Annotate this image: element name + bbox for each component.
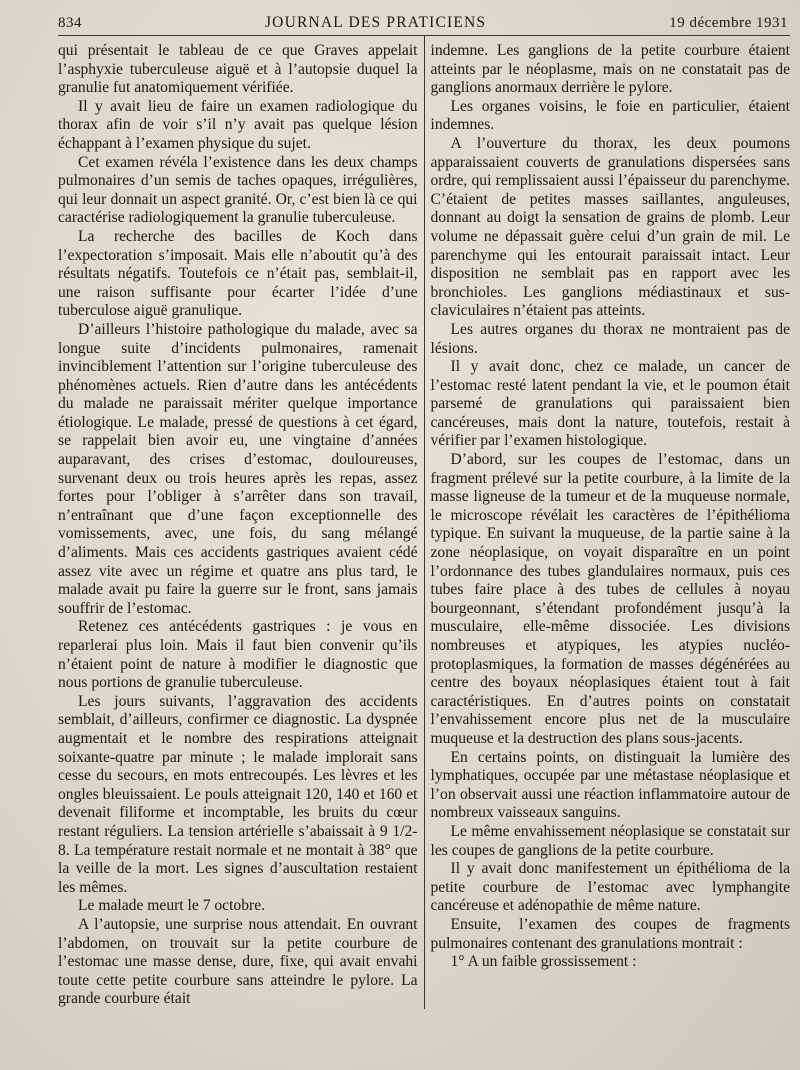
- paragraph: Il y avait donc, chez ce malade, un cancer de l’estomac resté latent pendant la vie, et le poumon était parsemé de granulations qui paraissaient bien cancéreuses, mais dont la nature, toutefois, restait à vérifier par l’examen histologique.: [430, 358, 791, 450]
- paragraph: Les autres organes du thorax ne montraient pas de lésions.: [430, 320, 791, 357]
- paragraph: Le malade meurt le 7 octobre.: [78, 897, 266, 915]
- paragraph: En certains points, on distinguait la lumière des lymphatiques, occupée par une métastase néoplasique et l’on observait aussi une réaction inflammatoire autour de nombreux vaisseaux sanguins.: [430, 748, 791, 822]
- paragraph: Il y avait donc manifestement un épithélioma de la petite courbure de l’estomac avec lymphangite cancéreuse et adénopathie de même nature.: [430, 860, 791, 915]
- paragraph: 1° A un faible grossissement :: [450, 953, 637, 971]
- text-columns: [58, 42, 790, 1009]
- paragraph: indemne. Les ganglions de la petite courbure étaient atteints par le néoplasme, mais on ne constatait pas de ganglions anormaux derrière le pylore.: [430, 42, 791, 97]
- left-column: [58, 42, 424, 1009]
- paragraph: qui présentait le tableau de ce que Graves appelait l’asphyxie tuberculeuse aiguë et à l’autopsie duquel la granulie fut anatomiquement vérifiée.: [58, 42, 418, 97]
- paragraph: Retenez ces antécédents gastriques : je vous en reparlerai plus loin. Mais il faut bien convenir qu’ils n’étaient point de nature à modifier le diagnostic que nous portions de granulie tuberculeuse.: [58, 618, 418, 692]
- paragraph: La recherche des bacilles de Koch dans l’expectoration s’imposait. Mais elle n’aboutit qu’à des résultats négatifs. Toutefois ce n’était pas, semblait-il, une raison suffisante pour écarter l’idée d’une tuberculose aiguë granulique.: [58, 227, 418, 320]
- journal-title: JOURNAL DES PRATICIENS: [264, 14, 487, 31]
- paragraph: Il y avait lieu de faire un examen radiologique du thorax afin de voir s’il n’y avait pas quelque lésion échappant à l’examen physique du sujet.: [58, 97, 418, 152]
- page-number: 834: [58, 15, 82, 31]
- right-column: [425, 42, 791, 1009]
- paragraph: Cet examen révéla l’existence dans les deux champs pulmonaires d’un semis de taches opaques, irrégulières, qui leur donnait un aspect granité. Or, c’est bien là ce qui caractérise radiologiquement la granulie tuberculeuse.: [58, 153, 418, 227]
- paragraph: Le même envahissement néoplasique se constatait sur les coupes de ganglions de la petite courbure.: [430, 822, 791, 859]
- paragraph: D’abord, sur les coupes de l’estomac, dans un fragment prélevé sur la petite courbure, à la limite de la masse ligneuse de la tumeur et de la muqueuse normale, le microscope révélait les caractères de l’épithélioma typique. En suivant la muqueuse, de la partie saine à la zone néoplasique, on voyait disparaître en un point l’ordonnance des tubes glandulaires normaux, puis ces tubes faire place à des tubes de cellules à noyau bourgeonnant, s’étendant profondément jusqu’à la musculaire, elle-même dissociée. Les divisions nombreuses et atypiques, les atypies nucléo-protoplasmiques, la formation de masses dégénérées au centre des boyaux néoplasiques étaient tout à fait caractéristiques. En d’autres points on constatait l’envahissement encore plus net de la musculaire muqueuse et la destruction des plans sous-jacents.: [430, 451, 791, 747]
- paragraph: Les organes voisins, le foie en particulier, étaient indemnes.: [430, 97, 791, 134]
- paragraph: Les jours suivants, l’aggravation des accidents semblait, d’ailleurs, confirmer ce diagnostic. La dyspnée augmentait et le nombre des respirations atteignait soixante-quatre par minute ; le malade implorait sans cesse du secours, en mots entrecoupés. Les lèvres et les ongles bleuissaient. Le pouls atteignait 120, 140 et 160 et devenait filiforme et incomptable, les bruits du cœur restant réguliers. La tension artérielle s’abaissait à 9 1/2-8. La température restait normale et ne montait à 38° que la veille de la mort. Les signes d’auscultation restaient les mêmes.: [58, 692, 418, 896]
- paragraph: D’ailleurs l’histoire pathologique du malade, avec sa longue suite d’incidents pulmonaires, ramenait invinciblement l’attention sur l’origine tuberculeuse des phénomènes actuels. Rien d’autre dans les antécédents du malade ne paraissait mériter quelque importance étiologique. Le malade, pressé de questions à cet égard, se rappelait bien avoir eu, une vingtaine d’années auparavant, des crises d’estomac, douloureuses, survenant deux ou trois heures après les repas, assez fortes pour l’obliger à s’arrêter dans son travail, n’entraînant que d’une façon exceptionnelle des vomissements, avec, une fois, du sang mélangé d’aliments. Mais ces accidents gastriques avaient cédé assez vite avec un régime et quatre ans plus tard, le malade avait pu faire la guerre sur le front, sans jamais souffrir de l’estomac.: [58, 320, 418, 617]
- issue-date: 19 décembre 1931: [669, 15, 788, 31]
- paragraph: A l’ouverture du thorax, les deux poumons apparaissaient couverts de granulations dispersées sans ordre, qui remplissaient aussi l’épaisseur du parenchyme. C’étaient de petites masses saillantes, anguleuses, donnant au doigt la sensation de grains de plomb. Leur volume ne dépassait guère celui d’un grain de mil. Le parenchyme qui les entourait paraissait intact. Leur disposition ne semblait pas en rapport avec les bronchioles. Les ganglions médiastinaux et sus-claviculaires n’étaient pas atteints.: [430, 134, 791, 320]
- running-header: [58, 14, 788, 35]
- paragraph: Ensuite, l’examen des coupes de fragments pulmonaires contenant des granulations montrait :: [430, 915, 791, 952]
- paragraph: A l’autopsie, une surprise nous attendait. En ouvrant l’abdomen, on trouvait sur la petite courbure de l’estomac une masse dense, dure, fixe, qui avait envahi toute cette petite courbure sans atteindre le pylore. La grande courbure était: [58, 915, 418, 1008]
